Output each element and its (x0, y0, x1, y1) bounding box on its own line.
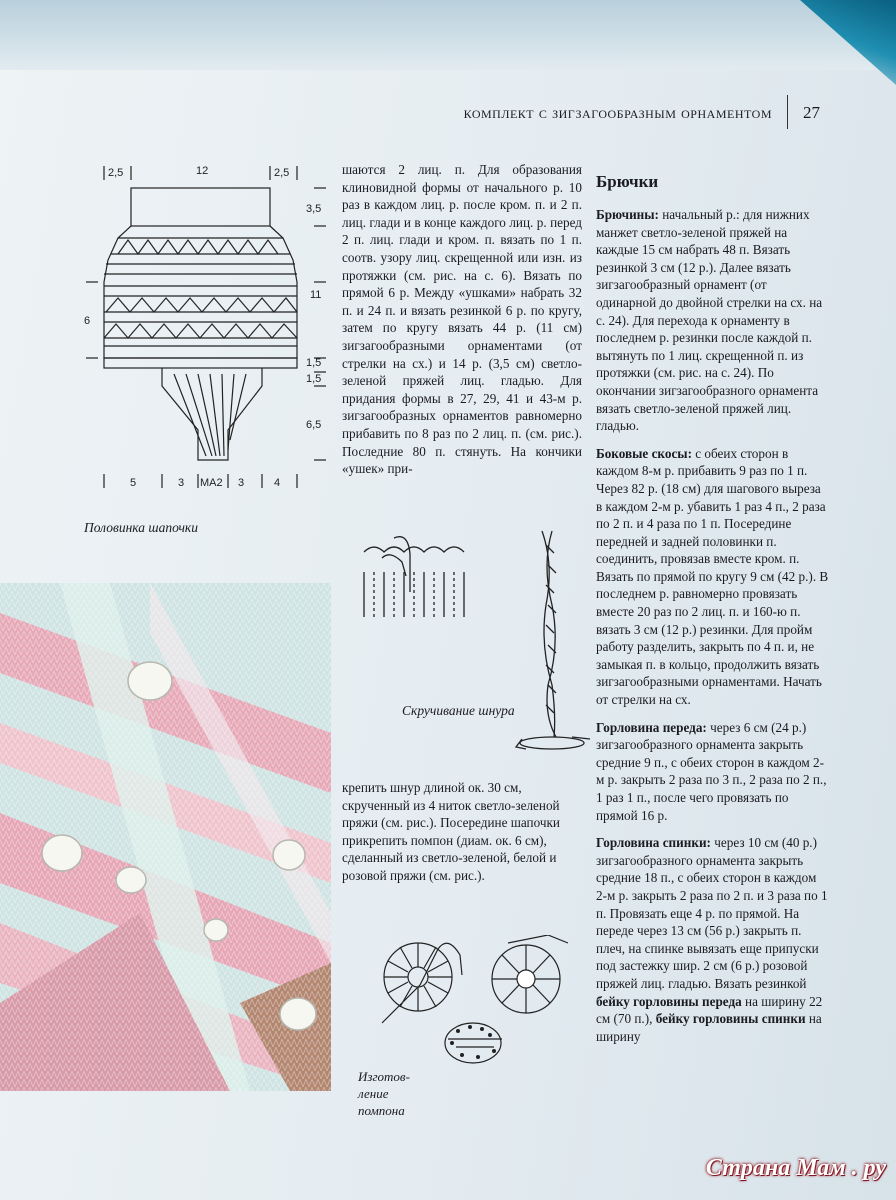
stitch-illustration (354, 532, 474, 624)
twisted-cord-illustration (512, 525, 596, 755)
middle-paragraph-1: шаются 2 лиц. п. Для образования клиновидной формы от начального р. 10 раз в каждом лиц. р. после кром. п. и 2 п. лиц. глади и в конце каждого лиц. р. перед 2 п. лиц. глади и кром. п. вязать по 1 п. соотв. узору лиц. скрещенной или изн. из протяжки (см. рис. на с. 6). Вязать по прямой 6 р. Между «ушками» набрать 32 п. и 24 п. и вязать резинкой 6 р. по кругу, затем по кругу вязать 44 р. (11 см) зигзагообразными орнаментами (от стрелки на сх.) и 14 р. (3,5 см) светло-зеленой пряжей лиц. гладью. Для придания формы в 27, 29, 41 и 43-м р. зигзагообразных орнаментов равномерно прибавить по 8 раз по 2 лиц. п. (см. рис.). Последние 80 п. стянуть. На кончики «ушек» при- (342, 162, 582, 477)
dim-bottom-2: 3 (178, 477, 185, 489)
dim-bottom-1: 5 (130, 477, 137, 489)
watermark: Страна Мам . ру (705, 1155, 886, 1181)
knit-photo (0, 583, 331, 1091)
text-front-neck: через 6 см (24 р.) зигзагообразного орнамента закрыть средние 9 п., с обеих сторон в каждом 2-м р. закрыть 2 раза по 3 п., 2 раза по 2 п., 1 раз 1 п., после чего провязать по прямой 16 р. (596, 719, 827, 823)
dim-right-2: 11 (310, 289, 322, 301)
dim-top-left: 2,5 (108, 167, 124, 179)
paragraph-side-slopes (596, 445, 830, 709)
caption-pompon: Изготов-ление помпона (358, 1069, 410, 1118)
top-shadow (0, 0, 896, 70)
text-side-slopes: с обеих сторон в каждом 8-м р. прибавить 9 раз по 1 п. Через 82 р. (18 см) для шагового выреза в каждом 2-м р. убавить 1 раз 4 п., 2 раза по 2 п. и 4 раза по 1 п. Посередине передней и задней половинки п. соединить, провязав вместе кром. п. Вязать по прямой по кругу 9 см (42 р.). В последнем р. равномерно провязать вместе 20 раз по 2 лиц. п. и 160-ю п. вязать 3 см (12 р.) резинки. Для пройм работу разделить, закрыть по 4 п. и, не замыкая п. в кольцо, продолжить вязать зигзагообразными орнаментами. Начать от стрелки на сх. (596, 445, 829, 708)
text-legs: начальный р.: для нижних манжет светло-зеленой пряжей на каждые 15 см набрать 48 п. Вязать резинкой 3 см (12 р.). Далее вязать зигзагообразный орнамент (от одинарной до двойной стрелки на сх. на с. 24). Для перехода к орнаменту в последнем р. резинки после каждой п. вытянуть по 1 лиц. скрещенной п. из протяжки (см. рис. на с. 24). По окончании зигзагообразного орнамента вязать светло-зеленой пряжей лиц. гладью. (596, 207, 823, 434)
dim-bottom-5: 4 (274, 477, 281, 489)
middle-paragraph-2: крепить шнур длиной ок. 30 см, скрученный из 4 ниток светло-зеленой пряжи (см. рис.). Посередине шапочки прикрепить помпон (диам. ок. 6 см), сделанный из светло-зеленой, белой и розовой пряжи (см. рис.). (342, 780, 560, 883)
paragraph-back-neck (596, 834, 830, 1045)
heading-back-neck: Горловина спинки: (596, 835, 711, 851)
paragraph-legs (596, 206, 830, 435)
caption-twist-cord: Скручивание шнура (402, 703, 515, 718)
bold-front-neckband: бейку горловины переда (596, 993, 742, 1009)
heading-side-slopes: Боковые скосы: (596, 445, 692, 461)
hat-schematic (78, 160, 340, 492)
pompon-illustration (378, 935, 578, 1065)
dim-right-1: 3,5 (306, 203, 322, 215)
middle-column-text-2 (342, 779, 582, 885)
dim-top-right: 2,5 (274, 167, 290, 179)
dim-right-5: 6,5 (306, 419, 322, 431)
dim-right-4: 1,5 (306, 373, 322, 385)
caption-half-hat: Половинка шапочки (84, 520, 198, 535)
hat-schematic-drawing (78, 160, 340, 492)
section-title-trousers: Брючки (596, 172, 659, 191)
dim-bottom-3: MA2 (200, 477, 223, 489)
header-separator (787, 95, 788, 129)
middle-column-text (342, 161, 582, 478)
right-column-text (596, 206, 830, 1055)
heading-front-neck: Горловина переда: (596, 719, 707, 735)
dim-bottom-4: 3 (238, 477, 245, 489)
header-title: комплект с зигзагообразным орнаментом (463, 103, 772, 122)
bold-back-neckband: бейку горловины спинки (655, 1011, 806, 1027)
dim-right-3: 1,5 (306, 357, 322, 369)
text-neckband-width: на ширину 22 см (70 п.), (596, 993, 823, 1027)
paragraph-front-neck (596, 719, 830, 825)
dim-left: 6 (84, 315, 91, 327)
text-back-neck: через 10 см (40 р.) зигзагообразного орнамента закрыть средние 18 п., с обеих сторон в каждом 2-м р. закрыть 2 раза по 2 п. и 3 раза по 1 п. Провязать еще 4 р. по прямой. На переде через 13 см (56 р.) закрыть п. плеч, на спинке вывязать еще припуски под застежку шир. 2 см (6 р.) розовой пряжей лиц. гладью. Вязать резинкой (596, 835, 828, 991)
heading-legs: Брючины: (596, 207, 659, 222)
running-header (384, 103, 824, 129)
text-neckband-end: на ширину (596, 1011, 822, 1044)
dim-top-center: 12 (196, 165, 209, 177)
page-number: 27 (803, 103, 820, 122)
knit-photo-image (0, 583, 331, 1091)
